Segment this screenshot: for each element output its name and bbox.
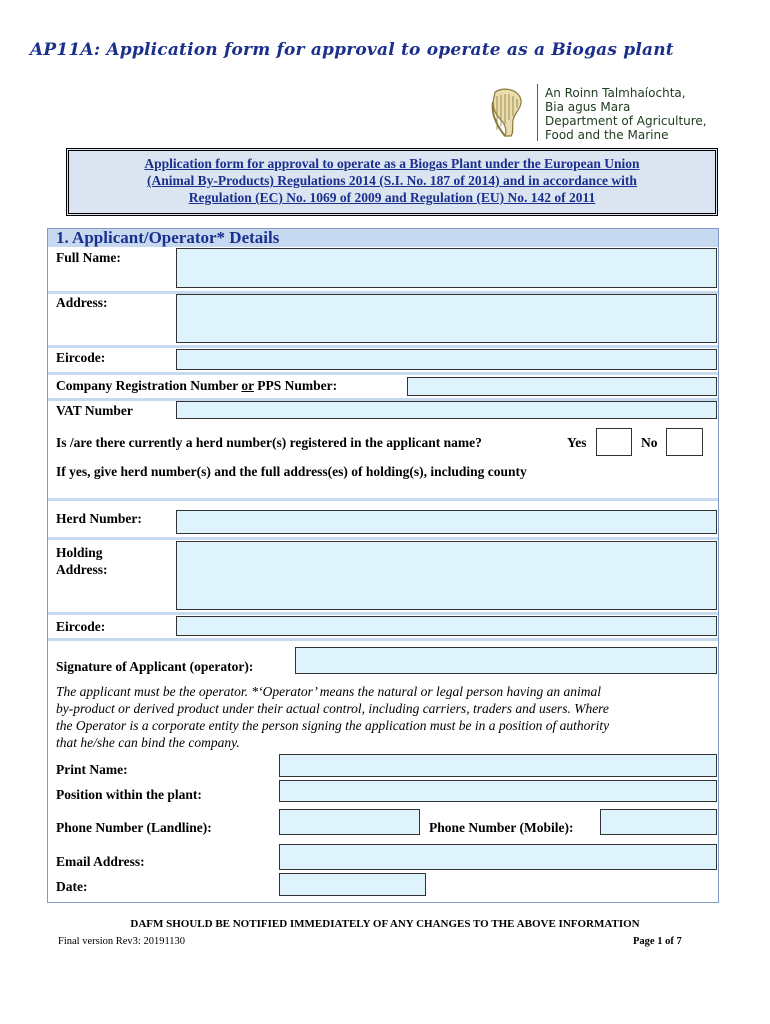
row-separator — [48, 345, 718, 348]
row-separator — [48, 612, 718, 615]
vat-number-field[interactable] — [176, 401, 717, 419]
herd-number-field[interactable] — [176, 510, 717, 534]
row-separator — [48, 537, 718, 540]
holding-address-field[interactable] — [176, 541, 717, 610]
note-line: that he/she can bind the company. — [56, 735, 240, 750]
address-label: Address: — [56, 295, 108, 310]
holding-eircode-field[interactable] — [176, 616, 717, 636]
position-label: Position within the plant: — [56, 787, 202, 802]
no-label: No — [641, 435, 658, 450]
regulation-line-3: Regulation (EC) No. 1069 of 2009 and Regulation (EU) No. 142 of 2011 — [188, 190, 596, 205]
email-field[interactable] — [279, 844, 717, 870]
logo-divider — [537, 84, 538, 141]
note-line: the Operator is a corporate entity the person signing the application must be in a position of authority — [56, 718, 610, 733]
operator-definition-note — [56, 683, 716, 751]
version-label: Final version Rev3: 20191130 — [58, 936, 186, 947]
form-title: AP11A: Application form for approval to operate as a Biogas plant — [30, 40, 674, 60]
eircode-label: Eircode: — [56, 350, 106, 365]
full-name-field[interactable] — [176, 248, 717, 288]
row-separator — [48, 498, 718, 501]
phone-mobile-label: Phone Number (Mobile): — [429, 820, 574, 835]
change-notice: DAFM SHOULD BE NOTIFIED IMMEDIATELY OF ANY CHANGES TO THE ABOVE INFORMATION — [130, 918, 640, 930]
date-label: Date: — [56, 879, 88, 894]
holding-address-label-1: Holding — [56, 545, 103, 560]
row-separator — [48, 638, 718, 641]
page-number: Page 1 of 7 — [633, 936, 682, 947]
note-line: The applicant must be the operator. *‘Operator’ means the natural or legal person having an animal — [56, 684, 601, 699]
address-field[interactable] — [176, 294, 717, 343]
row-separator — [48, 372, 718, 375]
holding-address-label-2: Address: — [56, 562, 108, 577]
regulation-box — [66, 148, 718, 216]
holding-eircode-label: Eircode: — [56, 619, 106, 634]
vat-number-label: VAT Number — [56, 403, 133, 418]
eircode-field[interactable] — [176, 349, 717, 370]
department-name-english-1: Department of Agriculture, — [545, 114, 707, 128]
print-name-field[interactable] — [279, 754, 717, 777]
date-field[interactable] — [279, 873, 426, 896]
herd-question: Is /are there currently a herd number(s) registered in the applicant name? — [56, 435, 482, 450]
regulation-line-1: Application form for approval to operate as a Biogas Plant under the European Union — [144, 156, 640, 171]
harp-icon — [487, 86, 527, 140]
print-name-label: Print Name: — [56, 762, 128, 777]
company-registration-label: Company Registration Number or PPS Number: — [56, 378, 338, 393]
phone-mobile-field[interactable] — [600, 809, 717, 835]
company-registration-field[interactable] — [407, 377, 717, 396]
signature-label: Signature of Applicant (operator): — [56, 659, 254, 674]
position-field[interactable] — [279, 780, 717, 802]
yes-checkbox[interactable] — [596, 428, 632, 456]
email-label: Email Address: — [56, 854, 145, 869]
no-checkbox[interactable] — [666, 428, 703, 456]
phone-landline-field[interactable] — [279, 809, 420, 835]
herd-instruction: If yes, give herd number(s) and the full address(es) of holding(s), including county — [56, 464, 527, 479]
phone-landline-label: Phone Number (Landline): — [56, 820, 212, 835]
department-name-english-2: Food and the Marine — [545, 128, 669, 142]
regulation-line-2: (Animal By-Products) Regulations 2014 (S.I. No. 187 of 2014) and in accordance with — [147, 173, 637, 188]
department-name-irish-1: An Roinn Talmhaíochta, — [545, 86, 686, 100]
herd-number-label: Herd Number: — [56, 511, 142, 526]
section-title: 1. Applicant/Operator* Details — [56, 228, 280, 247]
full-name-label: Full Name: — [56, 250, 121, 265]
yes-label: Yes — [567, 435, 587, 450]
signature-field[interactable] — [295, 647, 717, 674]
department-name-irish-2: Bia agus Mara — [545, 100, 631, 114]
note-line: by-product or derived product under their actual control, including carriers, traders and users. Where — [56, 701, 609, 716]
